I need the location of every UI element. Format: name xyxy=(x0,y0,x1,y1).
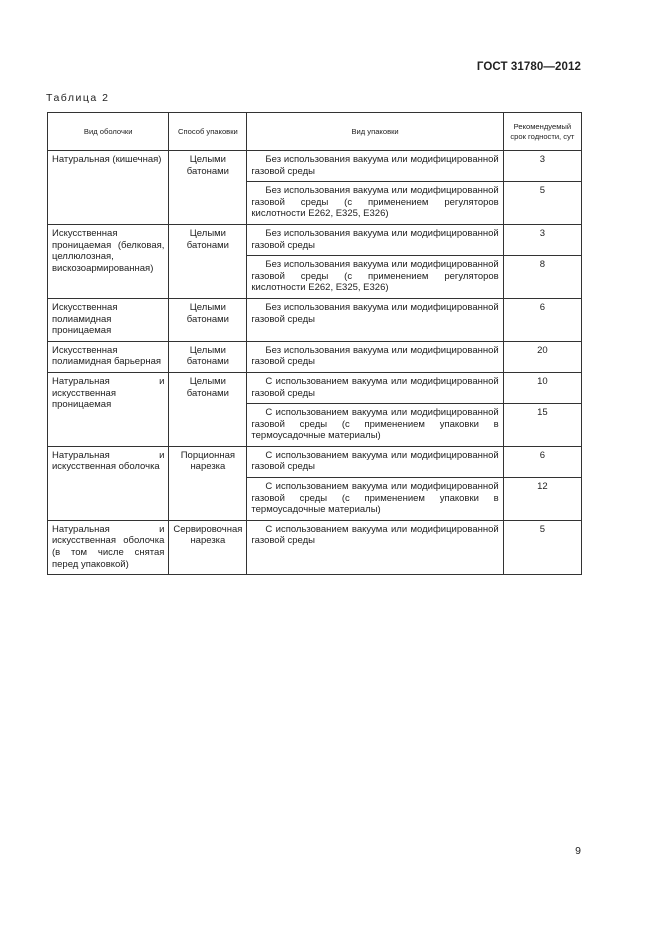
method-cell: Сервировочная нарезка xyxy=(169,520,247,574)
table-row xyxy=(48,224,582,255)
table-row xyxy=(48,341,582,372)
table-caption: Таблица 2 xyxy=(46,92,110,104)
casing-cell: Искусственная полиамидная барьерная xyxy=(48,341,169,372)
table-row xyxy=(48,446,582,477)
method-cell: Целыми батонами xyxy=(169,224,247,298)
header-method: Способ упаковки xyxy=(169,113,247,151)
shelf-life-table xyxy=(47,112,582,575)
casing-cell: Натуральная и искусственная проницаемая xyxy=(48,372,169,446)
packing-cell: Без использования вакуума или модифицированной газовой среды (с применением регуляторов кислотности Е262, Е325, Е326) xyxy=(247,256,503,299)
packing-cell: Без использования вакуума или модифицированной газовой среды xyxy=(247,151,503,182)
header-casing: Вид оболочки xyxy=(48,113,169,151)
table-header-row xyxy=(48,113,582,151)
table-row xyxy=(48,151,582,182)
packing-cell: Без использования вакуума или модифицированной газовой среды xyxy=(247,298,503,341)
table-row xyxy=(48,298,582,341)
term-cell: 8 xyxy=(503,256,581,299)
casing-cell: Искусственная проницаемая (белковая, целлюлозная, вискозоармированная) xyxy=(48,224,169,298)
packing-cell: Без использования вакуума или модифицированной газовой среды xyxy=(247,224,503,255)
standard-designation: ГОСТ 31780—2012 xyxy=(476,61,581,73)
header-packing: Вид упаковки xyxy=(247,113,503,151)
method-cell: Целыми батонами xyxy=(169,372,247,446)
casing-cell: Натуральная и искусственная оболочка xyxy=(48,446,169,520)
table-row xyxy=(48,520,582,574)
packing-cell: Без использования вакуума или модифицированной газовой среды (с применением регуляторов кислотности Е262, Е325, Е326) xyxy=(247,182,503,225)
packing-cell: С использованием вакуума или модифицированной газовой среды xyxy=(247,446,503,477)
header-term: Рекомендуемый срок годности, сут xyxy=(503,113,581,151)
casing-cell: Натуральная (кишечная) xyxy=(48,151,169,225)
term-cell: 15 xyxy=(503,404,581,447)
term-cell: 12 xyxy=(503,478,581,521)
term-cell: 20 xyxy=(503,341,581,372)
packing-cell: С использованием вакуума или модифицированной газовой среды (с применением упаковки в термоусадочные материалы) xyxy=(247,404,503,447)
term-cell: 6 xyxy=(503,446,581,477)
term-cell: 10 xyxy=(503,372,581,403)
table-row xyxy=(48,372,582,403)
packing-cell: С использованием вакуума или модифицированной газовой среды xyxy=(247,520,503,574)
casing-cell: Искусственная полиамидная проницаемая xyxy=(48,298,169,341)
term-cell: 5 xyxy=(503,520,581,574)
packing-cell: Без использования вакуума или модифицированной газовой среды xyxy=(247,341,503,372)
term-cell: 6 xyxy=(503,298,581,341)
term-cell: 3 xyxy=(503,224,581,255)
method-cell: Порционная нарезка xyxy=(169,446,247,520)
method-cell: Целыми батонами xyxy=(169,151,247,225)
method-cell: Целыми батонами xyxy=(169,298,247,341)
term-cell: 5 xyxy=(503,182,581,225)
page-number: 9 xyxy=(575,845,581,857)
packing-cell: С использованием вакуума или модифицированной газовой среды xyxy=(247,372,503,403)
term-cell: 3 xyxy=(503,151,581,182)
packing-cell: С использованием вакуума или модифицированной газовой среды (с применением упаковки в термоусадочные материалы) xyxy=(247,478,503,521)
casing-cell: Натуральная и искусственная оболочка (в том числе снятая перед упаковкой) xyxy=(48,520,169,574)
method-cell: Целыми батонами xyxy=(169,341,247,372)
